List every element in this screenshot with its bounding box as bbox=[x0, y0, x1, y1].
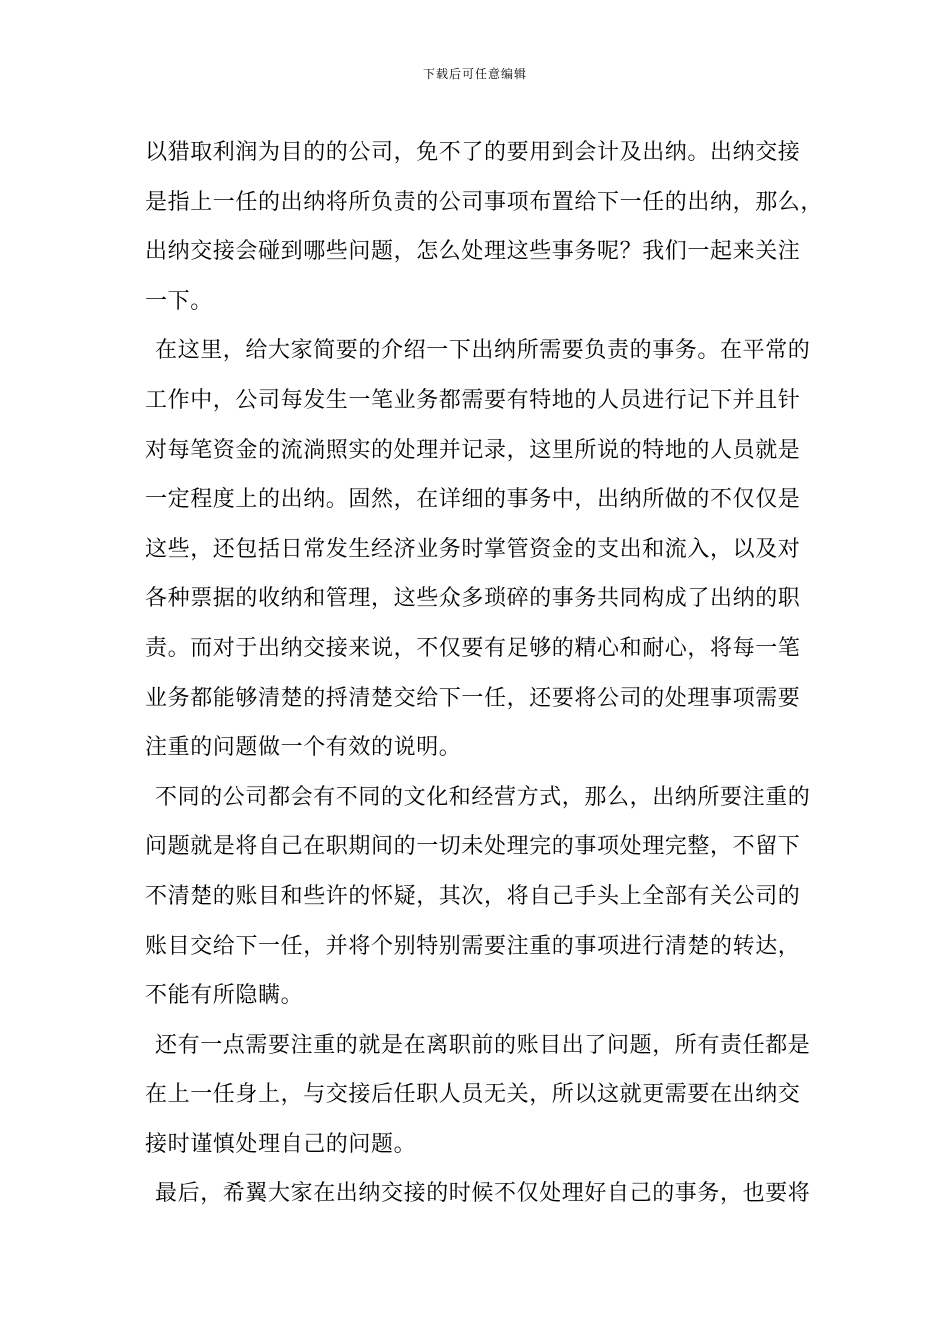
text-line: 还有一点需要注重的就是在离职前的账目出了问题，所有责任都是 bbox=[155, 1032, 811, 1058]
text-line: 出纳交接会碰到哪些问题，怎么处理这些事务呢？我们一起来关注 bbox=[145, 239, 801, 265]
text-line: 是指上一任的出纳将所负责的公司事项布置给下一任的出纳，那么， bbox=[145, 189, 824, 215]
document-body bbox=[145, 128, 825, 1219]
text-line: 一下。 bbox=[145, 288, 213, 314]
text-line: 问题就是将自己在职期间的一切未处理完的事项处理完整，不留下 bbox=[145, 834, 801, 860]
text-line: 账目交给下一任，并将个别特别需要注重的事项进行清楚的转达， bbox=[145, 933, 801, 959]
text-line: 最后，希翼大家在出纳交接的时候不仅处理好自己的事务，也要将 bbox=[155, 1181, 811, 1207]
text-line: 接时谨慎处理自己的问题。 bbox=[145, 1131, 417, 1157]
text-line: 不清楚的账目和些许的怀疑，其次，将自己手头上全部有关公司的 bbox=[145, 883, 801, 909]
text-line: 这些，还包括日常发生经济业务时掌管资金的支出和流入，以及对 bbox=[145, 536, 801, 562]
text-line: 在上一任身上，与交接后任职人员无关，所以这就更需要在出纳交 bbox=[145, 1082, 801, 1108]
text-line: 对每笔资金的流淌照实的处理并记录，这里所说的特地的人员就是 bbox=[145, 437, 801, 463]
text-line: 一定程度上的出纳。固然，在详细的事务中，出纳所做的不仅仅是 bbox=[145, 487, 801, 513]
text-line: 责。而对于出纳交接来说，不仅要有足够的精心和耐心，将每一笔 bbox=[145, 635, 801, 661]
text-line: 以猎取利润为目的的公司，免不了的要用到会计及出纳。出纳交接 bbox=[145, 140, 801, 165]
header-note: 下载后可任意编辑 bbox=[422, 67, 527, 81]
text-line: 各种票据的收纳和管理，这些众多琐碎的事务共同构成了出纳的职 bbox=[145, 586, 801, 612]
text-line: 在这里，给大家简要的介绍一下出纳所需要负责的事务。在平常的 bbox=[155, 338, 811, 364]
text-line: 工作中，公司每发生一笔业务都需要有特地的人员进行记下并且针 bbox=[145, 387, 801, 413]
text-line: 注重的问题做一个有效的说明。 bbox=[145, 735, 462, 761]
text-line: 不能有所隐瞒。 bbox=[145, 983, 304, 1009]
text-line: 不同的公司都会有不同的文化和经营方式，那么，出纳所要注重的 bbox=[155, 784, 811, 810]
text-line: 业务都能够清楚的捋清楚交给下一任，还要将公司的处理事项需要 bbox=[145, 685, 801, 711]
